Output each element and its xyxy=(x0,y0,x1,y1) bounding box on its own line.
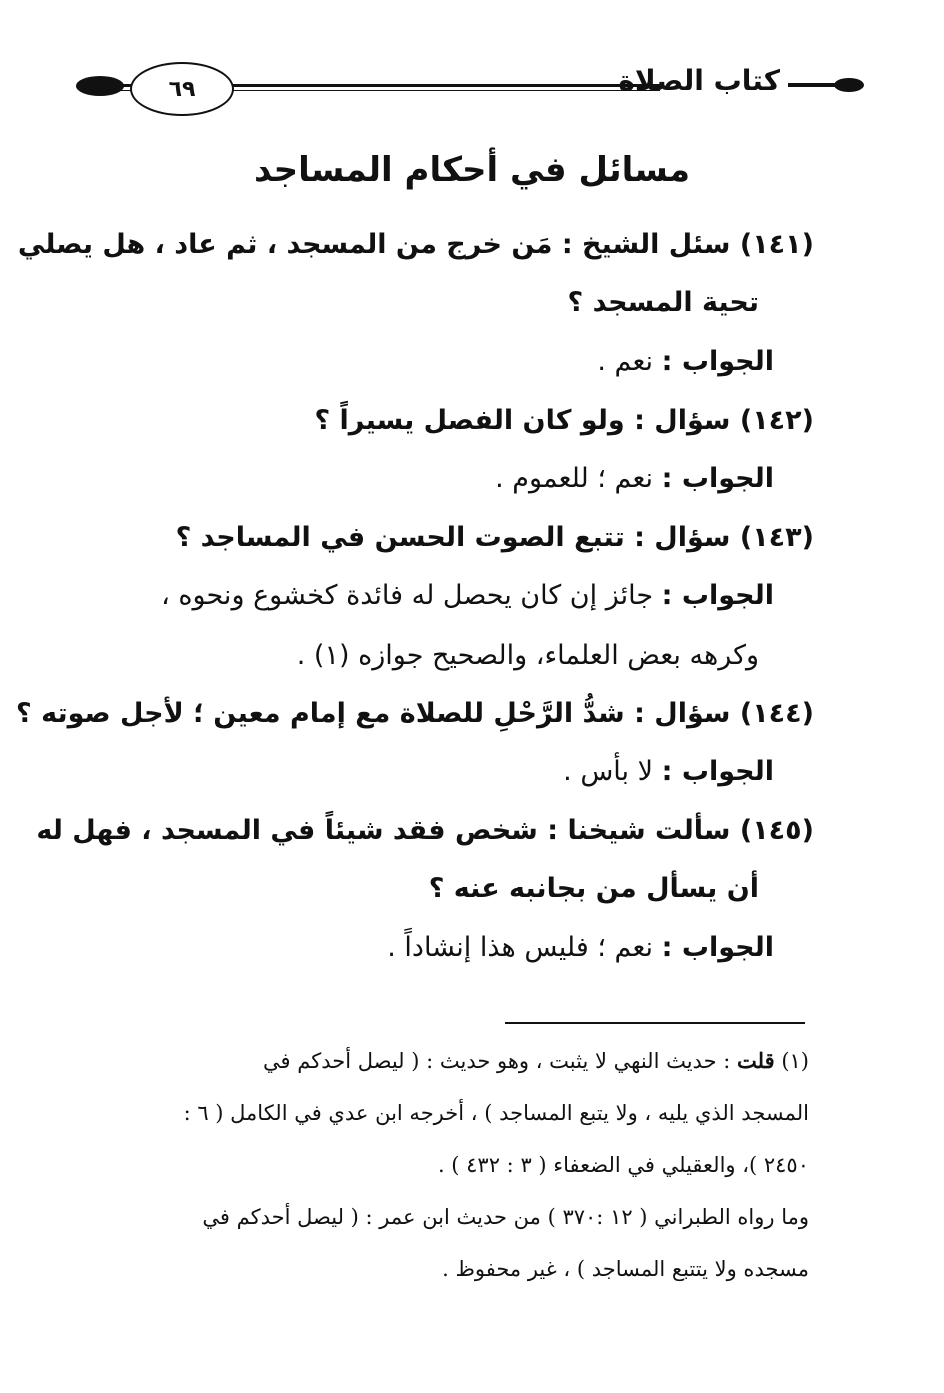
page-number: ٦٩ xyxy=(130,62,234,116)
answer-144 xyxy=(563,752,774,792)
answer-143-line-2: وكرهه بعض العلماء، والصحيح جوازه (١) . xyxy=(296,640,759,671)
question-145-line-2: أن يسأل من بجانبه عنه ؟ xyxy=(428,873,759,904)
answer-text: جائز إن كان يحصل له فائدة كخشوع ونحوه ، xyxy=(161,580,654,611)
answer-143-line-1 xyxy=(161,576,774,616)
footnote-line-3: ٢٤٥٠ )، والعقيلي في الضعفاء ( ٣ : ٤٣٢ ) . xyxy=(437,1153,809,1177)
page-header xyxy=(80,50,870,125)
answer-label: الجواب : xyxy=(661,463,774,494)
answer-text: نعم ؛ للعموم . xyxy=(495,463,654,494)
question-141-line-2: تحية المسجد ؟ xyxy=(567,287,759,318)
answer-141 xyxy=(597,342,774,382)
answer-label: الجواب : xyxy=(661,756,774,787)
question-143: (١٤٣) سؤال : تتبع الصوت الحسن في المساجد ؟ xyxy=(175,522,814,553)
question-145-line-1: (١٤٥) سألت شيخنا : شخص فقد شيئاً في المسجد ، فهل له xyxy=(36,815,814,846)
question-142: (١٤٢) سؤال : ولو كان الفصل يسيراً ؟ xyxy=(314,405,814,436)
footnote-bold-word: قلت xyxy=(737,1048,775,1073)
footnote-line-4: وما رواه الطبراني ( ١٢ :٣٧٠ ) من حديث ابن عمر : ( ليصل أحدكم في xyxy=(202,1205,809,1229)
answer-142 xyxy=(495,459,774,499)
footnote-line-1 xyxy=(263,1044,809,1078)
footnote-text: : حديث النهي لا يثبت ، وهو حديث : ( ليصل أحدكم في xyxy=(263,1049,731,1073)
section-title: مسائل في أحكام المساجد xyxy=(253,150,691,190)
answer-label: الجواب : xyxy=(661,580,774,611)
question-141-line-1: (١٤١) سئل الشيخ : مَن خرج من المسجد ، ثم عاد ، هل يصلي xyxy=(17,229,814,260)
footnote-marker: (١) xyxy=(781,1049,809,1073)
answer-text: نعم ؛ فليس هذا إنشاداً . xyxy=(387,932,654,963)
answer-label: الجواب : xyxy=(661,932,774,963)
answer-label: الجواب : xyxy=(661,346,774,377)
footnote-line-2: المسجد الذي يليه ، ولا يتبع المساجد ) ، أخرجه ابن عدي في الكامل ( ٦ : xyxy=(183,1101,809,1125)
footnote-line-5: مسجده ولا يتتبع المساجد ) ، غير محفوظ . xyxy=(442,1257,809,1281)
header-rule-right xyxy=(788,83,840,87)
header-ornament-left xyxy=(76,76,124,96)
answer-text: نعم . xyxy=(597,346,654,377)
question-144: (١٤٤) سؤال : شدُّ الرَّحْلِ للصلاة مع إمام معين ؛ لأجل صوته ؟ xyxy=(16,698,814,729)
answer-text: لا بأس . xyxy=(563,756,654,787)
header-ornament-right xyxy=(834,78,864,92)
answer-145 xyxy=(387,928,774,968)
book-title: كتاب الصلاة xyxy=(618,64,780,97)
footnote-separator xyxy=(505,1022,805,1024)
